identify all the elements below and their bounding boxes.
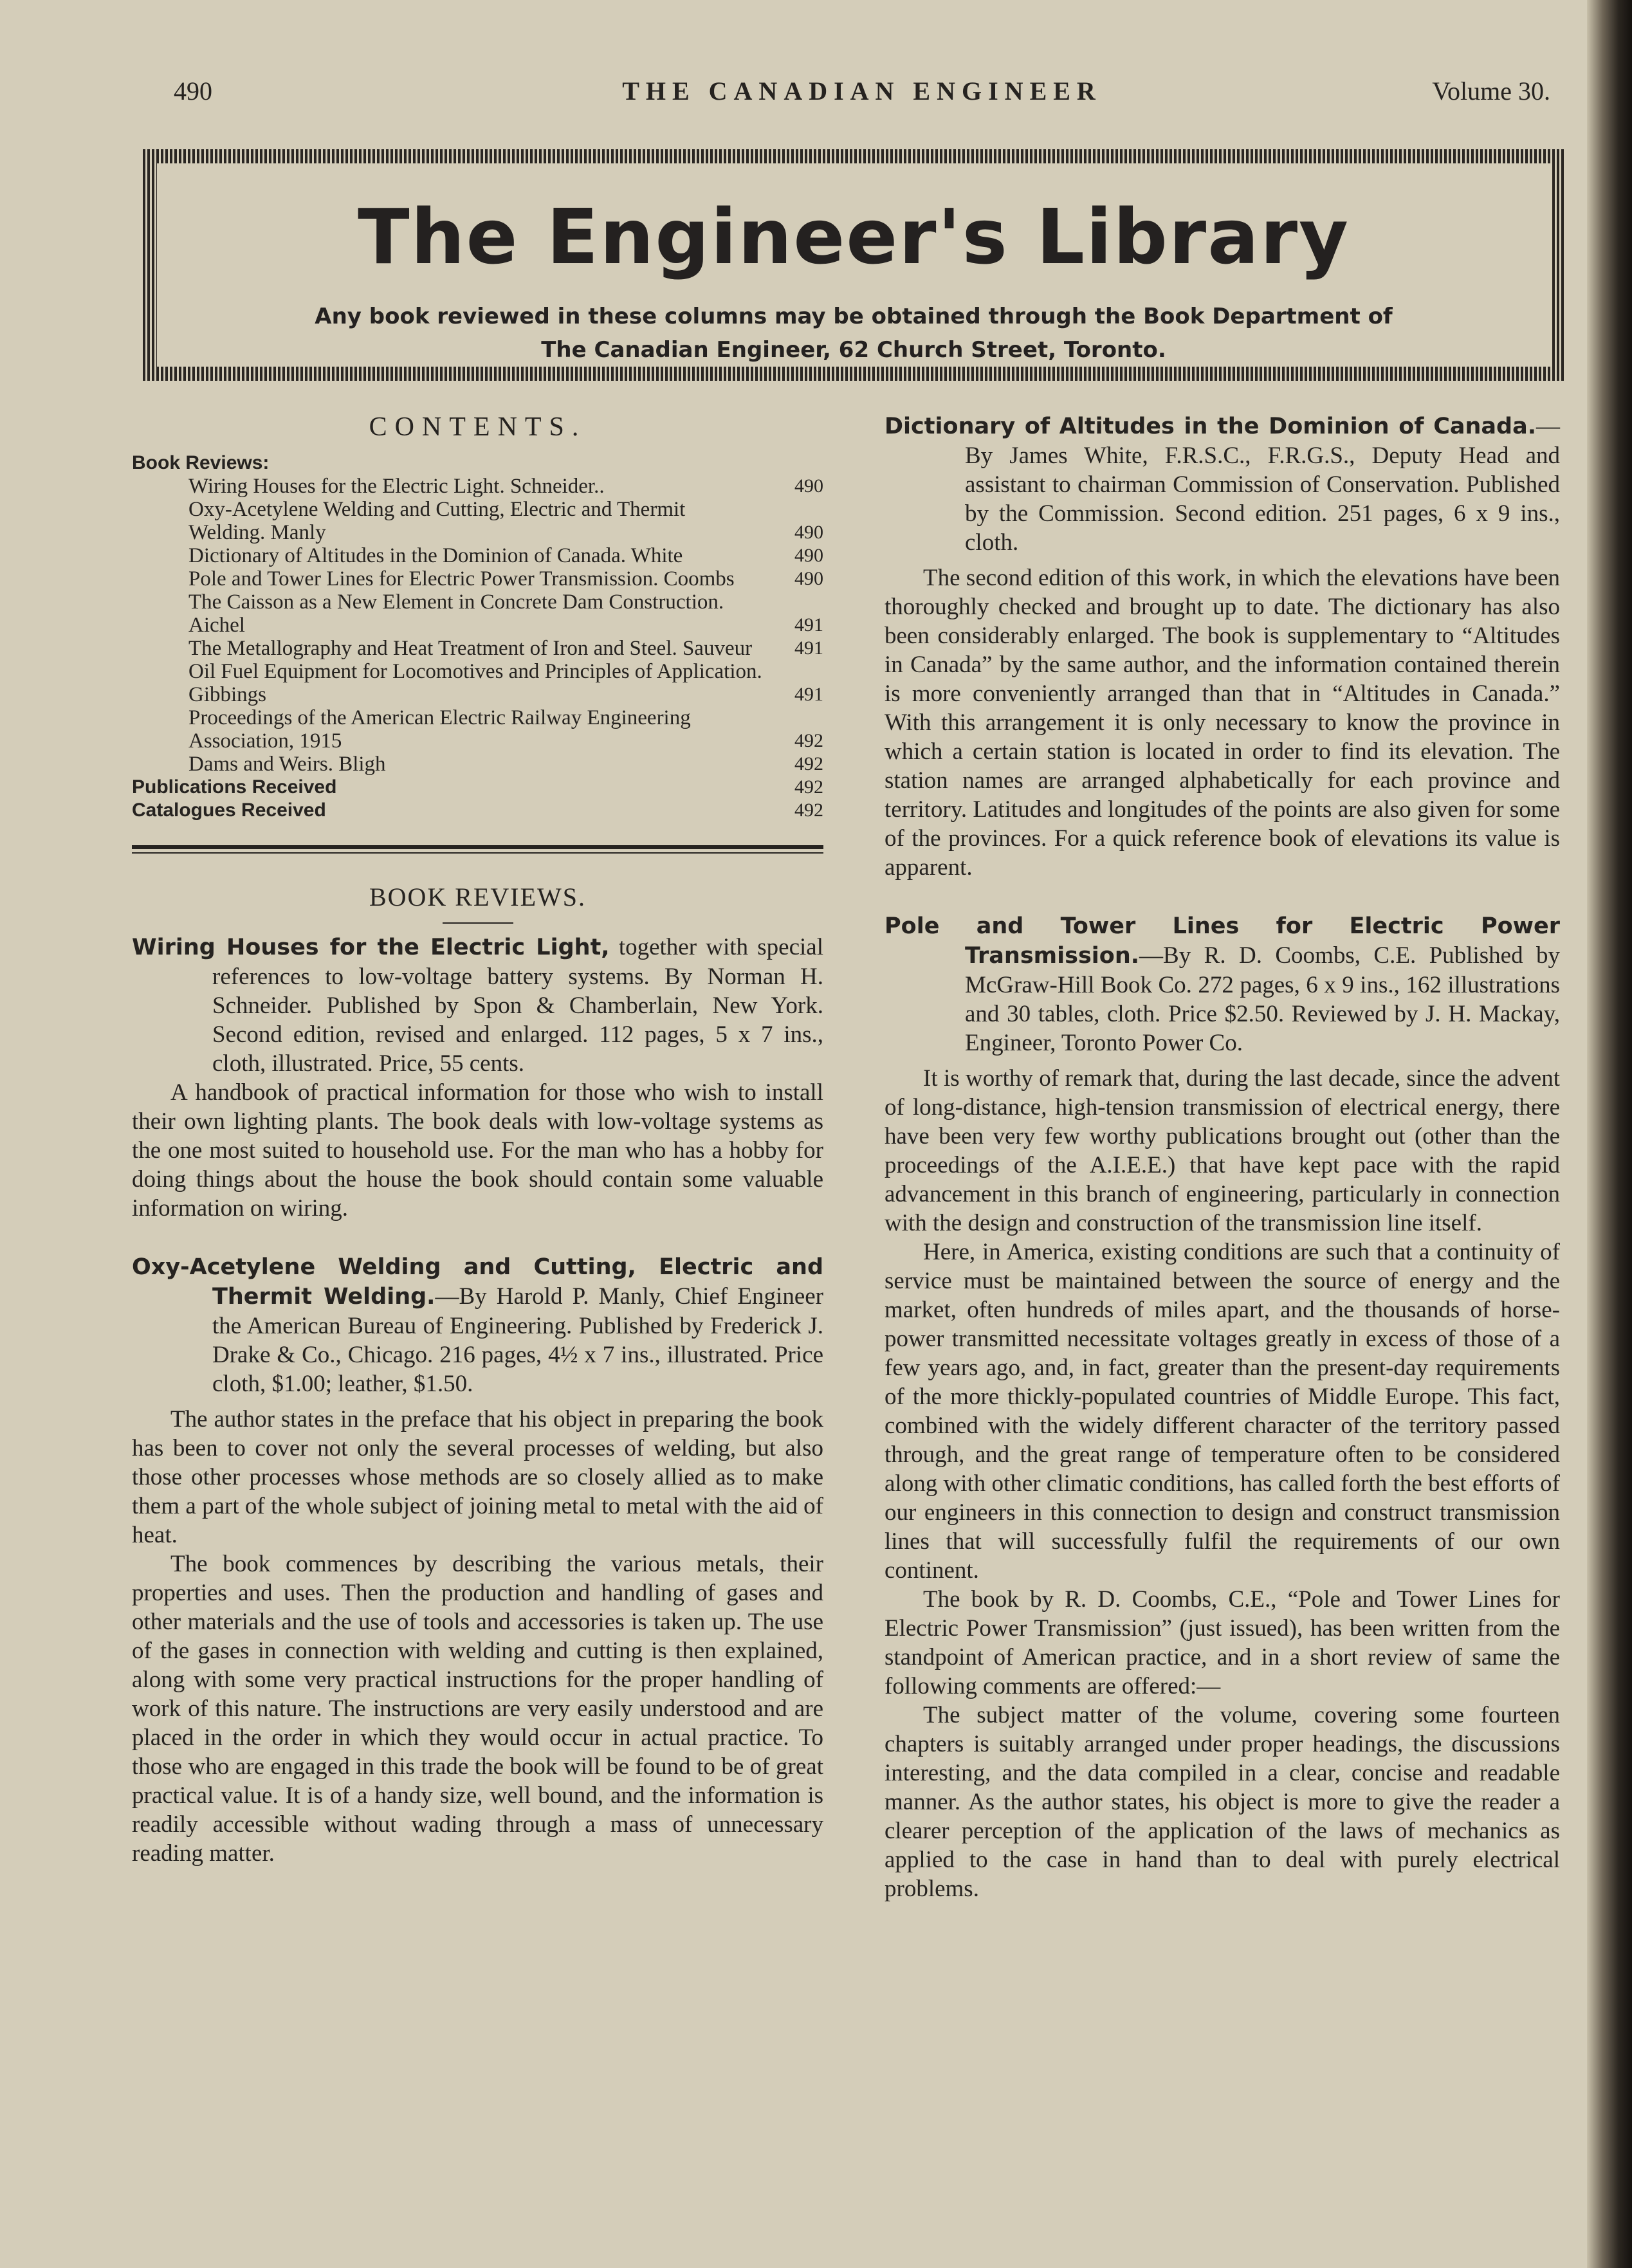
review-paragraph: It is worthy of remark that, during the last decade, since the advent of long-distance, high-tension transmission of electrical energy, there have been very few worthy publications brought out (other than the proceedings of the A.I.E.E.) that have kept pace with the rapid advancement in this branch of engineering, particularly in connection with the design and construction of the transmission line itself. [885,1065,1560,1236]
contents-item-title: Wiring Houses for the Electric Light. Schneider.. [188,475,605,498]
review-details: —By James White, F.R.S.C., F.R.G.S., Deputy Head and assistant to chairman Commission of Conservation. Published by the Commission. Second edition. 251 pages, 6 x 9 ins., cloth. [965,413,1560,556]
contents-item-page: 490 [794,568,823,589]
page-binding-edge [1587,0,1632,2268]
review-heading-altitudes [885,412,1560,557]
page-number: 490 [174,77,212,105]
heading-rule [443,922,513,924]
contents-list [132,475,823,776]
contents-item [132,660,823,706]
review-details: —By Harold P. Manly, Chief Engineer the American Bureau of Engineering. Published by Frederick J. Drake & Co., Chicago. 216 pages, 4½ x 7 ins., illustrated. Price cloth, $1.00; leather, $1.50. [212,1283,823,1397]
contents-item-page: 492 [794,730,823,751]
contents-item [132,498,823,544]
banner-subtitle-line2: The Canadian Engineer, 62 Church Street, Toronto. [541,337,1166,363]
contents-item [132,567,823,590]
journal-title: THE CANADIAN ENGINEER [622,77,1102,105]
publications-received-label: Publications Received [132,776,337,798]
right-column [885,412,1560,1903]
banner-subtitle [305,300,1402,367]
contents-item-page: 492 [794,753,823,774]
contents-item-page: 491 [794,684,823,705]
contents-item-page: 491 [794,637,823,659]
review-paragraph: A handbook of practical information for those who wish to install their own lighting plants. The book deals with low-voltage systems as the one most suited to household use. For the man who has a hobby for doing things about the house the book should contain some valuable information on wiring. [132,1079,823,1221]
review-paragraph: The second edition of this work, in which the elevations have been thoroughly checked and brought up to date. The dictionary has also been considerably enlarged. The book is supplementary to “Altitudes in Canada” by the same author, and the information contained therein is more conveniently arranged than that in “Altitudes in Canada.” With this arrangement it is only necessary to know the province in which a certain station is located in order to find its elevation. The station names are arranged alphabetically for each province and territory. Latitudes and longitudes of the points are also given for some of the provinces. For a quick reference book of elevations its value is apparent. [885,565,1560,881]
contents-item-title: Dictionary of Altitudes in the Dominion of Canada. White [188,544,683,567]
review-paragraph: The book by R. D. Coombs, C.E., “Pole and Tower Lines for Electric Power Transmission” (just issued), has been written from the standpoint of American practice, and in a short review of same the following comments are offered:— [885,1586,1560,1699]
contents-item [132,637,823,660]
contents-item-title: Proceedings of the American Electric Railway Engineering Association, 1915 [188,706,691,753]
left-column [132,412,823,1868]
contents-item-title: The Metallography and Heat Treatment of Iron and Steel. Sauveur [188,637,753,660]
contents-item-title: Oil Fuel Equipment for Locomotives and Principles of Application. Gibbings [188,660,762,706]
review-paragraph: Here, in America, existing conditions are such that a continuity of service must be maintained between the source of energy and the market, often hundreds of miles apart, and the thousands of horse-power transmitted necessitate voltages greatly in excess of those of a few years ago, and, in fact, greater than the present-day requirements of the more thickly-populated countries of Middle Europe. This fact, combined with the widely different character of the territory passed through, and the great range of temperature often to be considered along with other climatic conditions, has called forth the best efforts of our engineers in this connection to design and construct transmission lines that will successfully fulfil the requirements of our own continent. [885,1239,1560,1584]
banner-subtitle-line1: Any book reviewed in these columns may be obtained through the Book Department of [315,304,1393,329]
review-title: Wiring Houses for the Electric Light, [132,935,610,960]
banner-title: The Engineer's Library [358,192,1350,281]
library-banner [143,149,1564,381]
running-header [174,76,1550,112]
publications-received-page: 492 [794,776,823,798]
contents-item-title: Oxy-Acetylene Welding and Cutting, Electric and Thermit Welding. Manly [188,498,686,544]
catalogues-received-label: Catalogues Received [132,800,326,821]
contents-item-title: Dams and Weirs. Bligh [188,753,386,776]
contents-rule-thin [132,852,823,854]
contents-item [132,590,823,637]
publications-received-entry [132,776,823,799]
review-title: Oxy-Acetylene Welding and Cutting, Electric and Thermit Welding. [132,1254,823,1310]
contents-item-page: 491 [794,614,823,636]
contents-item-page: 490 [794,522,823,543]
contents-item [132,544,823,567]
contents-item-title: The Caisson as a New Element in Concrete Dam Construction. Aichel [188,590,724,637]
review-paragraph: The subject matter of the volume, covering some fourteen chapters is suitably arranged under proper headings, the discussions interesting, and the data compiled in a clear, concise and readable manner. As the author states, his object is more to give the reader a clearer perception of the application of the laws of mechanics as applied to the case in hand than to deal with purely electrical problems. [885,1702,1560,1902]
review-details: —By R. D. Coombs, C.E. Published by McGraw-Hill Book Co. 272 pages, 6 x 9 ins., 162 illustrations and 30 tables, cloth. Price $2.50. Reviewed by J. H. Mackay, Engineer, Toronto Power Co. [965,942,1560,1056]
catalogues-received-entry [132,799,823,822]
contents-rule-thick [132,845,823,849]
review-heading-oxy-acetylene [132,1252,823,1398]
review-paragraph: The book commences by describing the various metals, their properties and uses. Then the production and handling of gases and other materials and the use of tools and accessories is taken up. The use of the gases in connection with welding and cutting is then explained, along with some very practical instructions for the proper handling of work of this nature. The instructions are very easily understood and are placed in the order in which they would occur in actual practice. To those who are engaged in this trade the book will be found to be of great practical value. It is of a handy size, well bound, and the information is readily accessible without wading through a mass of unnecessary reading matter. [132,1551,823,1867]
catalogues-received-page: 492 [794,800,823,821]
book-reviews-label: Book Reviews: [132,452,270,473]
review-paragraph: The author states in the preface that his object in preparing the book has been to cover not only the several processes of welding, but also those other processes whose methods are so closely allied as to make them a part of the whole subject of joining metal to metal with the aid of heat. [132,1406,823,1548]
review-details: together with special references to low-voltage battery systems. By Norman H. Schneider. Published by Spon & Chamberlain, New York. Second edition, revised and enlarged. 112 pages, 5 x 7 ins., cloth, illustrated. Price, 55 cents. [212,934,823,1077]
volume-label: Volume 30. [1432,77,1550,105]
review-title: Dictionary of Altitudes in the Dominion of Canada. [885,414,1536,439]
contents-item-page: 490 [794,475,823,497]
book-reviews-heading: BOOK REVIEWS. [369,883,587,911]
contents-item-page: 490 [794,545,823,566]
review-title: Pole and Tower Lines for Electric Power Transmission. [885,913,1560,969]
contents-item-title: Pole and Tower Lines for Electric Power Transmission. Coombs [188,567,735,590]
contents-item [132,706,823,753]
review-heading-wiring [132,933,823,1078]
contents-item [132,753,823,776]
contents-heading: CONTENTS. [369,412,587,442]
contents-item [132,475,823,498]
review-heading-pole-tower [885,911,1560,1057]
